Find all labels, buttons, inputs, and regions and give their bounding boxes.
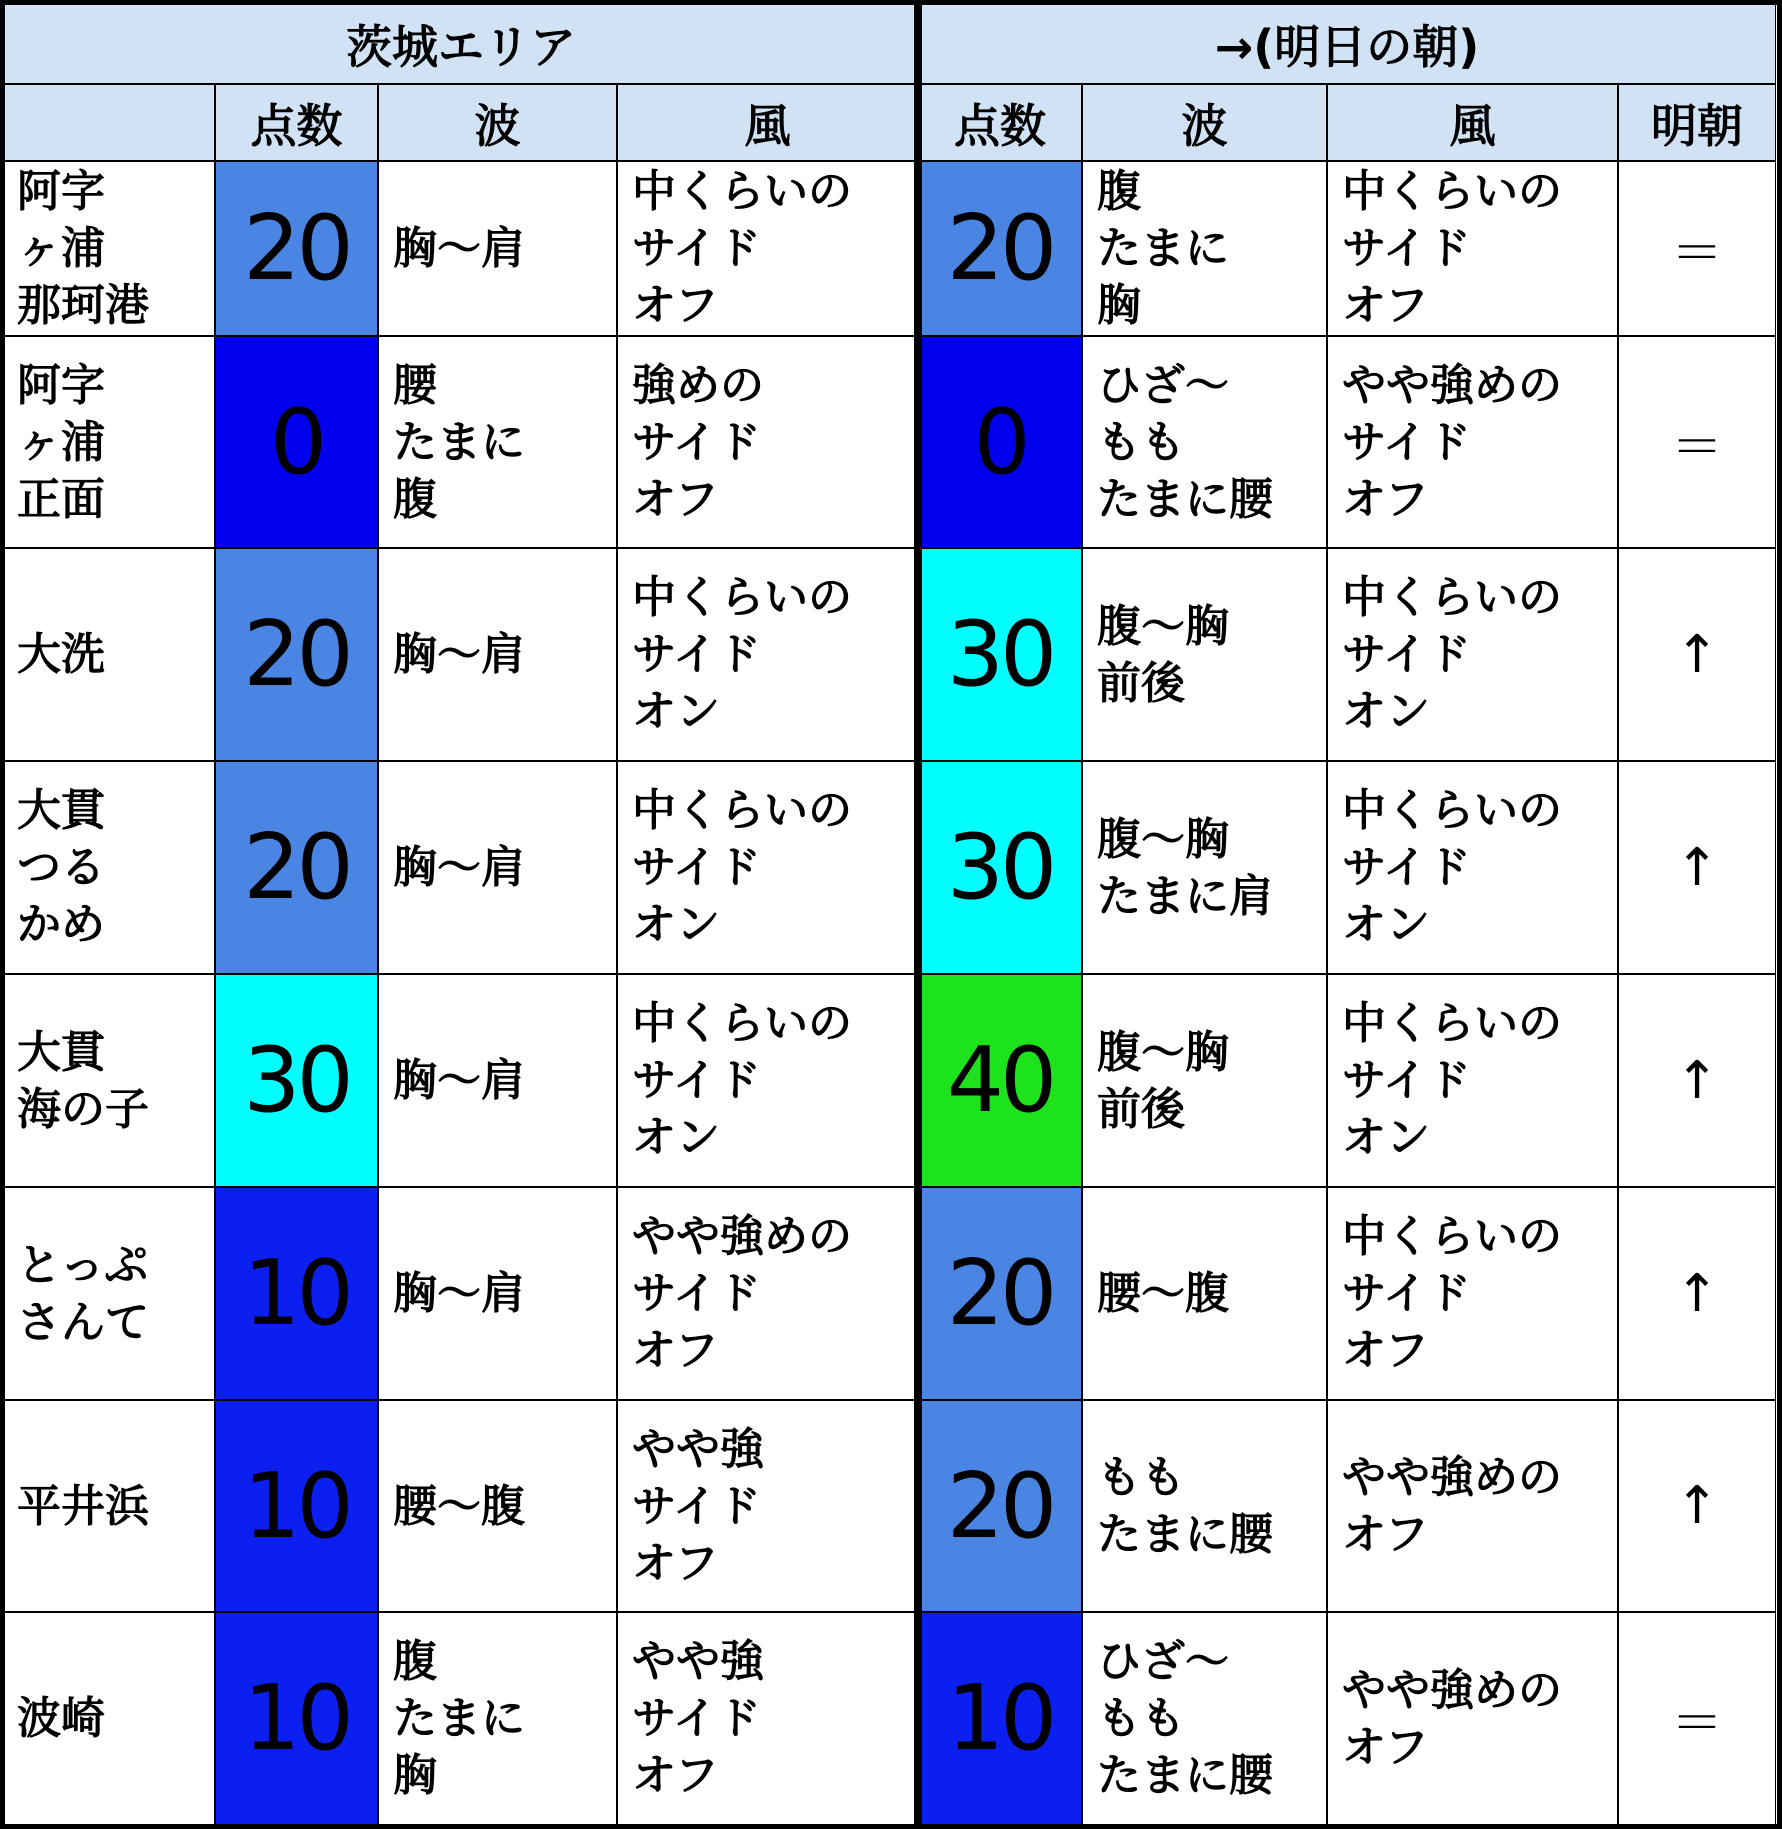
- wave-line: 胸～肩: [393, 1055, 525, 1106]
- score-today: 20: [215, 761, 378, 974]
- wind-line: オフ: [632, 280, 719, 331]
- score-today: 0: [215, 336, 378, 548]
- score-tomorrow: 20: [918, 1187, 1082, 1400]
- wind-tomorrow: [1327, 161, 1618, 336]
- wind-line: オフ: [1342, 1325, 1429, 1376]
- column-header-score-tomorrow: 点数: [918, 84, 1082, 161]
- wave-tomorrow: [1082, 761, 1327, 974]
- score-tomorrow: 0: [918, 336, 1082, 548]
- wind-line: サイド: [632, 416, 761, 468]
- wind-today: [617, 974, 918, 1187]
- wind-tomorrow: [1327, 1612, 1618, 1825]
- score-today: 30: [215, 974, 378, 1187]
- wind-line: 強めの: [632, 359, 764, 411]
- wave-line: ひざ～: [1097, 359, 1229, 411]
- wave-line: 腰: [393, 359, 437, 411]
- wind-line: オフ: [1342, 1509, 1429, 1560]
- wind-today: [617, 548, 918, 761]
- wind-line: やや強めの: [632, 1211, 852, 1262]
- wind-line: サイド: [632, 223, 761, 274]
- spot-name: [4, 336, 215, 548]
- wave-line: 胸～肩: [393, 1268, 525, 1319]
- wind-today: [617, 1187, 918, 1400]
- spot-name: [4, 974, 215, 1187]
- wave-line: たまに腰: [1097, 1509, 1273, 1560]
- wave-today: [378, 1400, 617, 1612]
- trend-indicator: ↑: [1618, 548, 1776, 761]
- wind-tomorrow: [1327, 1187, 1618, 1400]
- wind-line: 中くらいの: [632, 166, 852, 217]
- wind-line: サイド: [632, 1480, 761, 1532]
- wave-tomorrow: [1082, 548, 1327, 761]
- wave-today: [378, 161, 617, 336]
- wave-line: もも: [1097, 1452, 1185, 1503]
- wind-line: オフ: [632, 1750, 719, 1801]
- spot-name: [4, 761, 215, 974]
- wave-line: 胸: [393, 1750, 437, 1801]
- wave-line: 腹: [393, 1636, 437, 1687]
- wind-line: オフ: [632, 1325, 719, 1376]
- wave-tomorrow: [1082, 1400, 1327, 1612]
- wind-line: オフ: [1342, 473, 1429, 525]
- spot-name: [4, 1400, 215, 1612]
- spot-name: [4, 1187, 215, 1400]
- spot-name-line: 阿字: [17, 166, 105, 217]
- wave-line: たまに: [393, 1693, 525, 1744]
- column-header-wind: 風: [617, 84, 918, 161]
- wind-line: 中くらいの: [1342, 785, 1562, 836]
- wave-today: [378, 336, 617, 548]
- trend-indicator: ↑: [1618, 974, 1776, 1187]
- wave-line: 腹: [1097, 166, 1141, 217]
- wind-today: [617, 161, 918, 336]
- spot-name-line: 海の子: [17, 1083, 149, 1135]
- score-tomorrow: 20: [918, 161, 1082, 336]
- wave-tomorrow: [1082, 1187, 1327, 1400]
- tomorrow-area-header: →(明日の朝): [918, 4, 1776, 84]
- wind-line: サイド: [632, 1268, 761, 1319]
- spot-name-line: かめ: [17, 899, 105, 950]
- score-today: 10: [215, 1187, 378, 1400]
- wave-line: たまに: [1097, 223, 1229, 274]
- wind-line: やや強めの: [1342, 1452, 1562, 1503]
- wind-line: やや強めの: [1342, 359, 1562, 411]
- wave-line: 腹～胸: [1097, 1026, 1229, 1078]
- wave-line: たまに肩: [1097, 870, 1273, 922]
- wave-tomorrow: [1082, 161, 1327, 336]
- wind-line: やや強: [632, 1636, 764, 1687]
- wave-line: たまに腰: [1097, 1750, 1273, 1801]
- wave-line: 胸～肩: [393, 629, 525, 680]
- wave-tomorrow: [1082, 974, 1327, 1187]
- column-header-wind-tomorrow: 風: [1327, 84, 1618, 161]
- wind-tomorrow: [1327, 974, 1618, 1187]
- spot-name-line: 大貫: [17, 1026, 105, 1078]
- spot-name-line: 平井浜: [17, 1480, 149, 1532]
- score-today: 10: [215, 1612, 378, 1825]
- spot-name-line: 那珂港: [17, 280, 149, 331]
- wind-line: 中くらいの: [1342, 572, 1562, 623]
- score-tomorrow: 10: [918, 1612, 1082, 1825]
- spot-name: [4, 1612, 215, 1825]
- wave-line: 腰～腹: [393, 1480, 525, 1532]
- wind-today: [617, 1400, 918, 1612]
- wind-line: オフ: [632, 1537, 719, 1589]
- score-today: 20: [215, 548, 378, 761]
- wind-today: [617, 761, 918, 974]
- spot-name: [4, 548, 215, 761]
- wind-today: [617, 336, 918, 548]
- wave-tomorrow: [1082, 336, 1327, 548]
- wind-line: オン: [632, 686, 720, 737]
- spot-name-line: 阿字: [17, 359, 105, 411]
- spot-name-line: 波崎: [17, 1693, 105, 1744]
- wind-line: サイド: [1342, 1055, 1471, 1106]
- spot-name-line: 正面: [17, 473, 105, 525]
- wave-line: もも: [1097, 416, 1185, 468]
- wind-line: サイド: [632, 629, 761, 680]
- wind-line: やや強: [632, 1423, 764, 1475]
- wind-tomorrow: [1327, 1400, 1618, 1612]
- trend-indicator: ＝: [1618, 336, 1776, 548]
- wind-line: 中くらいの: [1342, 166, 1562, 217]
- column-header-wave: 波: [378, 84, 617, 161]
- wave-today: [378, 1187, 617, 1400]
- wind-tomorrow: [1327, 761, 1618, 974]
- score-today: 20: [215, 161, 378, 336]
- wave-line: 腹: [393, 473, 437, 525]
- wind-line: オン: [632, 1112, 720, 1163]
- spot-name-line: 大貫: [17, 785, 105, 836]
- spot-name-line: とっぷ: [17, 1239, 149, 1291]
- trend-indicator: ↑: [1618, 761, 1776, 974]
- wave-today: [378, 1612, 617, 1825]
- score-today: 10: [215, 1400, 378, 1612]
- wave-line: 腹～胸: [1097, 813, 1229, 865]
- wind-line: オン: [1342, 1112, 1430, 1163]
- wave-line: ひざ～: [1097, 1636, 1229, 1687]
- wind-line: やや強めの: [1342, 1664, 1562, 1716]
- wind-line: 中くらいの: [1342, 998, 1562, 1049]
- wave-line: 前後: [1097, 657, 1185, 709]
- score-tomorrow: 40: [918, 974, 1082, 1187]
- wind-line: オフ: [1342, 1721, 1429, 1773]
- wave-line: もも: [1097, 1693, 1185, 1744]
- wind-line: サイド: [632, 1693, 761, 1744]
- wind-line: サイド: [1342, 1268, 1471, 1319]
- score-tomorrow: 30: [918, 761, 1082, 974]
- trend-indicator: ＝: [1618, 1612, 1776, 1825]
- trend-indicator: ↑: [1618, 1187, 1776, 1400]
- wave-line: 腹～胸: [1097, 600, 1229, 652]
- wind-line: サイド: [632, 1055, 761, 1106]
- wave-today: [378, 761, 617, 974]
- spot-name-line: ヶ浦: [17, 416, 105, 468]
- spot-name: [4, 161, 215, 336]
- wind-line: サイド: [632, 842, 761, 893]
- wave-line: たまに腰: [1097, 473, 1273, 525]
- spot-name-line: 大洗: [17, 629, 105, 680]
- wave-line: 胸: [1097, 280, 1141, 331]
- wind-line: オン: [632, 899, 720, 950]
- column-header-trend: 明朝: [1618, 84, 1776, 161]
- wave-tomorrow: [1082, 1612, 1327, 1825]
- spot-name-line: つる: [17, 842, 105, 893]
- trend-indicator: ↑: [1618, 1400, 1776, 1612]
- wind-tomorrow: [1327, 548, 1618, 761]
- wave-line: たまに: [393, 416, 525, 468]
- wind-line: 中くらいの: [1342, 1211, 1562, 1262]
- spot-name-line: ヶ浦: [17, 223, 105, 274]
- wind-today: [617, 1612, 918, 1825]
- wind-line: サイド: [1342, 223, 1471, 274]
- wind-tomorrow: [1327, 336, 1618, 548]
- wind-line: オン: [1342, 899, 1430, 950]
- wind-line: サイド: [1342, 629, 1471, 680]
- spot-column-header: [4, 84, 215, 161]
- wave-line: 前後: [1097, 1083, 1185, 1135]
- wind-line: オン: [1342, 686, 1430, 737]
- wave-today: [378, 548, 617, 761]
- wave-line: 胸～肩: [393, 223, 525, 274]
- column-header-wave-tomorrow: 波: [1082, 84, 1327, 161]
- wind-line: オフ: [1342, 280, 1429, 331]
- wind-line: 中くらいの: [632, 572, 852, 623]
- wave-today: [378, 974, 617, 1187]
- trend-indicator: ＝: [1618, 161, 1776, 336]
- wave-line: 腰～腹: [1097, 1268, 1229, 1319]
- today-area-header: 茨城エリア: [4, 4, 918, 84]
- wind-line: 中くらいの: [632, 785, 852, 836]
- wind-line: 中くらいの: [632, 998, 852, 1049]
- wave-line: 胸～肩: [393, 842, 525, 893]
- score-tomorrow: 30: [918, 548, 1082, 761]
- wind-line: サイド: [1342, 842, 1471, 893]
- column-header-score: 点数: [215, 84, 378, 161]
- score-tomorrow: 20: [918, 1400, 1082, 1612]
- wind-line: オフ: [632, 473, 719, 525]
- spot-name-line: さんて: [17, 1296, 149, 1348]
- wind-line: サイド: [1342, 416, 1471, 468]
